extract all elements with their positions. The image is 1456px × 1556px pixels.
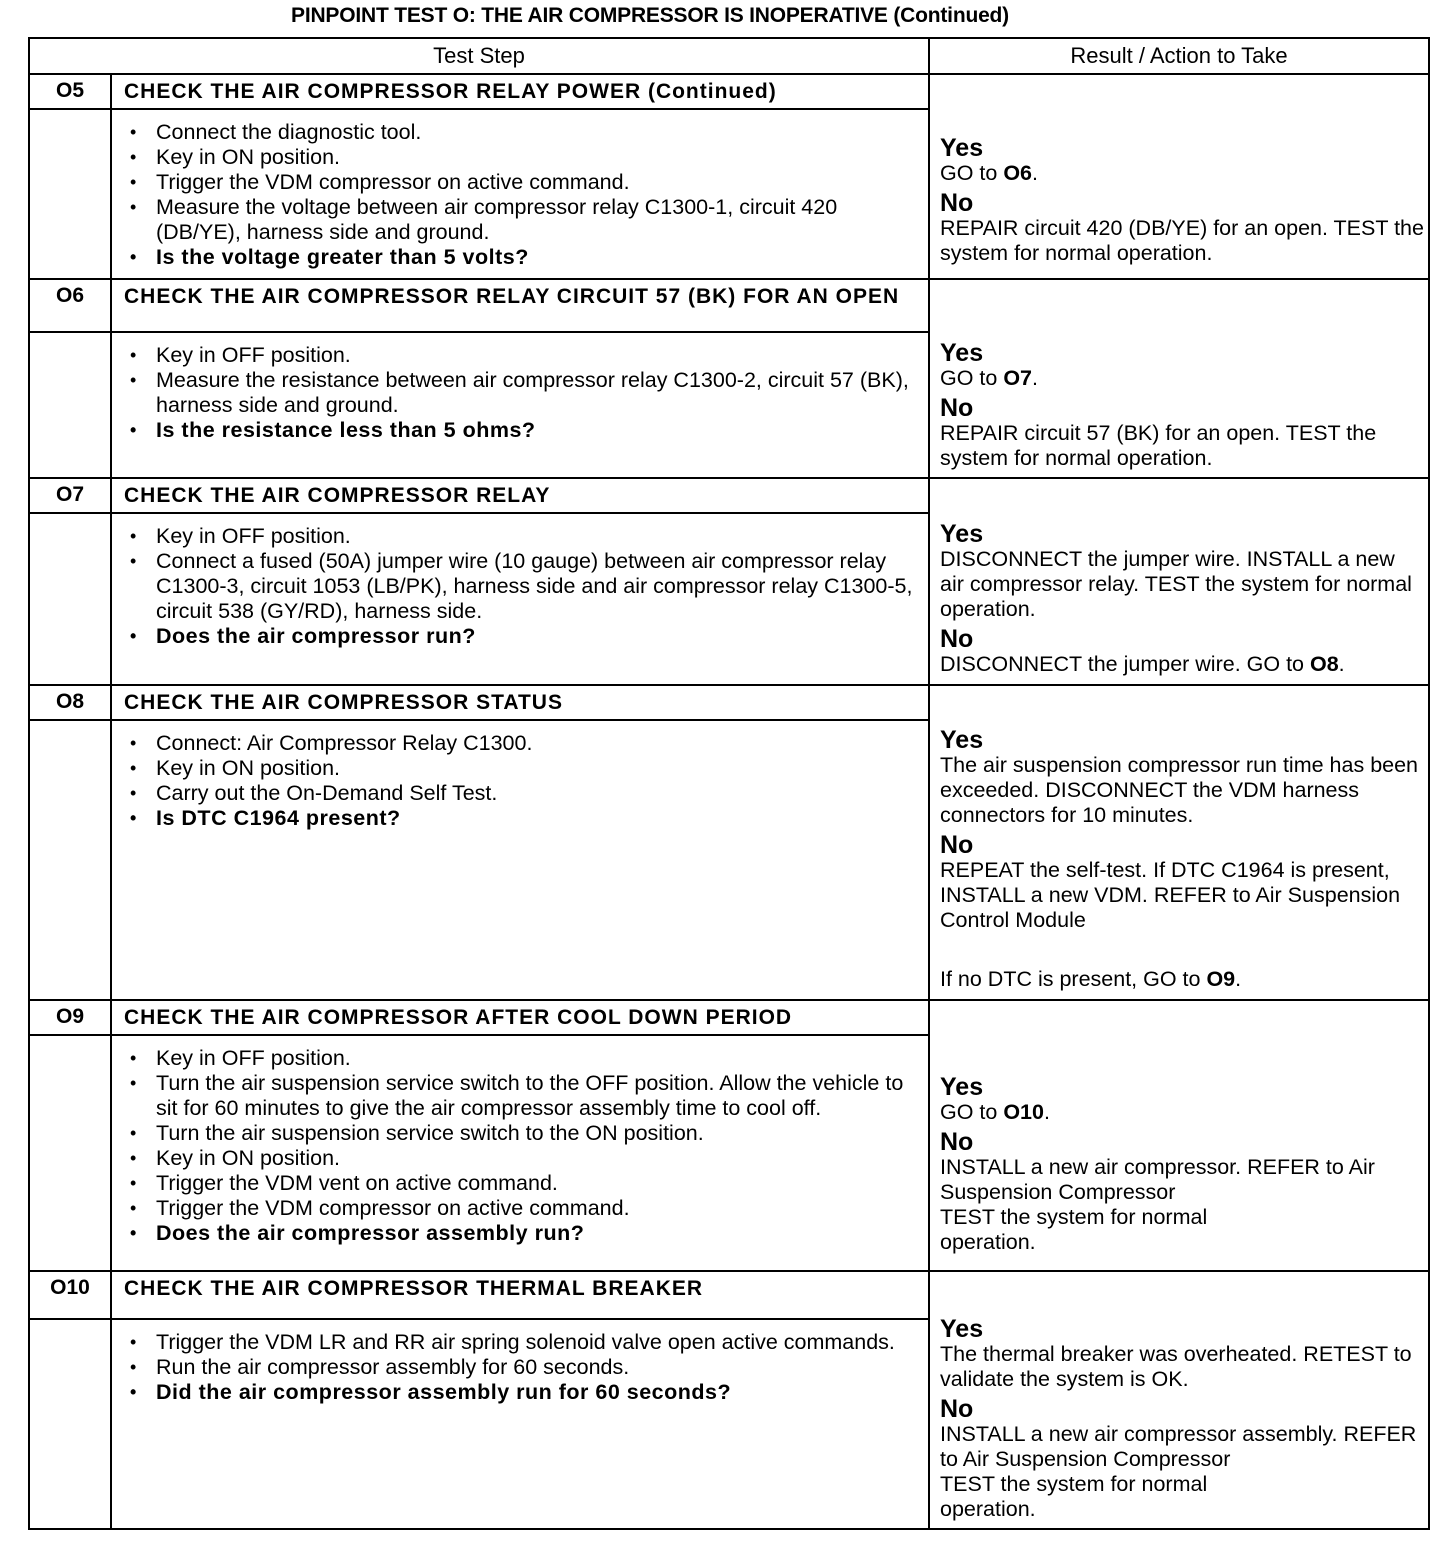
- step-title-row: [29, 685, 1429, 720]
- step-question: • Did the air compressor assembly run for 60 seconds?: [122, 1380, 918, 1405]
- table-header-row: [29, 38, 1429, 74]
- no-action: INSTALL a new air compressor. REFER to Air Suspension Compressor: [940, 1155, 1375, 1204]
- step-id: O7: [29, 478, 111, 513]
- list-item: • Key in OFF position.: [122, 1046, 918, 1071]
- step-question: • Is the resistance less than 5 ohms?: [122, 418, 918, 443]
- step-id: O6: [29, 279, 111, 332]
- list-item: • Trigger the VDM vent on active command.: [122, 1171, 918, 1196]
- no-label: No: [940, 189, 974, 217]
- yes-action: The thermal breaker was overheated. RETEST to validate the system is OK.: [940, 1342, 1412, 1391]
- yes-label: Yes: [940, 134, 984, 162]
- no-action: REPAIR circuit 57 (BK) for an open. TEST the system for normal operation.: [940, 421, 1377, 470]
- list-item: • Trigger the VDM compressor on active command.: [122, 1196, 918, 1221]
- list-item: • Key in ON position.: [122, 756, 918, 781]
- list-item: • Key in OFF position.: [122, 524, 918, 549]
- step-instructions: [122, 731, 918, 831]
- step-title: CHECK THE AIR COMPRESSOR RELAY CIRCUIT 57 (BK) FOR AN OPEN: [111, 279, 929, 332]
- step-question: • Is the voltage greater than 5 volts?: [122, 245, 918, 270]
- no-action-test: TEST the system for normal operation.: [940, 1472, 1208, 1521]
- goto-step-link: O9: [1206, 967, 1236, 991]
- step-title-row: [29, 1000, 1429, 1035]
- step-result: [929, 685, 1429, 1000]
- no-label: No: [940, 831, 974, 859]
- step-id: O8: [29, 685, 111, 720]
- goto-step-link: O6: [1003, 161, 1033, 185]
- list-item: • Turn the air suspension service switch to the OFF position. Allow the vehicle to sit for 60 minutes to give the air compressor assembly time to cool off.: [122, 1071, 918, 1121]
- yes-action: The air suspension compressor run time has been exceeded. DISCONNECT the VDM harness connectors for 10 minutes.: [940, 753, 1419, 827]
- no-action: REPEAT the self-test. If DTC C1964 is present, INSTALL a new VDM. REFER to Air Suspension Control Module: [940, 858, 1401, 932]
- list-item: • Connect a fused (50A) jumper wire (10 gauge) between air compressor relay C1300-3, circuit 1053 (LB/PK), harness side and air compressor relay C1300-5, circuit 538 (GY/RD), harness side.: [122, 549, 918, 624]
- step-id-spacer: [29, 513, 111, 685]
- list-item: • Connect the diagnostic tool.: [122, 120, 918, 145]
- test-step-header: Test Step: [29, 38, 929, 74]
- yes-label: Yes: [940, 1315, 984, 1343]
- step-question: • Does the air compressor assembly run?: [122, 1221, 918, 1246]
- page-title: PINPOINT TEST O: THE AIR COMPRESSOR IS INOPERATIVE (Continued): [291, 4, 1009, 27]
- no-label: No: [940, 624, 974, 653]
- pinpoint-test-table: [28, 37, 1430, 1530]
- no-label: No: [940, 394, 974, 422]
- yes-label: Yes: [940, 726, 984, 754]
- step-id-spacer: [29, 109, 111, 279]
- yes-label: Yes: [940, 339, 984, 367]
- yes-label: Yes: [940, 519, 984, 548]
- step-id-spacer: [29, 332, 111, 478]
- yes-action: GO to O7.: [940, 366, 1038, 390]
- list-item: • Measure the voltage between air compressor relay C1300-1, circuit 420 (DB/YE), harness side and ground.: [122, 195, 918, 245]
- list-item: • Trigger the VDM compressor on active command.: [122, 170, 918, 195]
- step-id-spacer: [29, 1035, 111, 1271]
- no-dtc-note: If no DTC is present, GO to O9.: [940, 967, 1242, 991]
- step-instructions: [122, 1330, 918, 1405]
- yes-action: GO to O6.: [940, 161, 1038, 185]
- step-title-row: [29, 1271, 1429, 1319]
- step-id-spacer: [29, 1319, 111, 1529]
- step-body: [111, 332, 929, 478]
- list-item: • Carry out the On-Demand Self Test.: [122, 781, 918, 806]
- step-result: [929, 74, 1429, 279]
- list-item: • Connect: Air Compressor Relay C1300.: [122, 731, 918, 756]
- step-title: CHECK THE AIR COMPRESSOR AFTER COOL DOWN PERIOD: [111, 1000, 929, 1035]
- step-result: [929, 279, 1429, 478]
- yes-action: DISCONNECT the jumper wire. INSTALL a new air compressor relay. TEST the system for normal operation.: [940, 546, 1412, 621]
- step-body: [111, 720, 929, 1000]
- step-title: CHECK THE AIR COMPRESSOR RELAY POWER (Continued): [111, 74, 929, 109]
- step-title: CHECK THE AIR COMPRESSOR THERMAL BREAKER: [111, 1271, 929, 1319]
- step-body: [111, 109, 929, 279]
- step-instructions: [122, 1046, 918, 1246]
- step-id: O10: [29, 1271, 111, 1319]
- step-title-row: [29, 478, 1429, 513]
- list-item: • Key in OFF position.: [122, 343, 918, 368]
- no-label: No: [940, 1128, 974, 1156]
- step-result: [929, 478, 1429, 685]
- step-question: • Is DTC C1964 present?: [122, 806, 918, 831]
- step-title: CHECK THE AIR COMPRESSOR RELAY: [111, 478, 929, 513]
- no-action-test: TEST the system for normal operation.: [940, 1205, 1208, 1254]
- yes-label: Yes: [940, 1073, 984, 1101]
- list-item: • Measure the resistance between air compressor relay C1300-2, circuit 57 (BK), harness side and ground.: [122, 368, 918, 418]
- step-instructions: [122, 343, 918, 443]
- step-id-spacer: [29, 720, 111, 1000]
- step-body: [111, 1319, 929, 1529]
- step-result: [929, 1271, 1429, 1529]
- step-body: [111, 1035, 929, 1271]
- list-item: • Key in ON position.: [122, 1146, 918, 1171]
- list-item: • Trigger the VDM LR and RR air spring solenoid valve open active commands.: [122, 1330, 918, 1355]
- step-question: • Does the air compressor run?: [122, 624, 918, 649]
- step-instructions: [122, 524, 918, 649]
- no-action: REPAIR circuit 420 (DB/YE) for an open. TEST the system for normal operation.: [940, 216, 1424, 265]
- goto-step-link: O7: [1003, 366, 1033, 390]
- list-item: • Key in ON position.: [122, 145, 918, 170]
- no-label: No: [940, 1395, 974, 1423]
- step-title: CHECK THE AIR COMPRESSOR STATUS: [111, 685, 929, 720]
- step-instructions: [122, 120, 918, 270]
- goto-step-link: O10: [1003, 1100, 1044, 1124]
- goto-step-link: O8: [1309, 651, 1339, 676]
- step-body: [111, 513, 929, 685]
- list-item: • Turn the air suspension service switch to the ON position.: [122, 1121, 918, 1146]
- result-header: Result / Action to Take: [929, 38, 1429, 74]
- step-id: O5: [29, 74, 111, 109]
- list-item: • Run the air compressor assembly for 60 seconds.: [122, 1355, 918, 1380]
- yes-action: GO to O10.: [940, 1100, 1050, 1124]
- no-action: DISCONNECT the jumper wire. GO to O8.: [940, 651, 1345, 676]
- step-id: O9: [29, 1000, 111, 1035]
- no-action: INSTALL a new air compressor assembly. REFER to Air Suspension Compressor: [940, 1422, 1417, 1471]
- step-title-row: [29, 74, 1429, 109]
- step-title-row: [29, 279, 1429, 332]
- step-result: [929, 1000, 1429, 1271]
